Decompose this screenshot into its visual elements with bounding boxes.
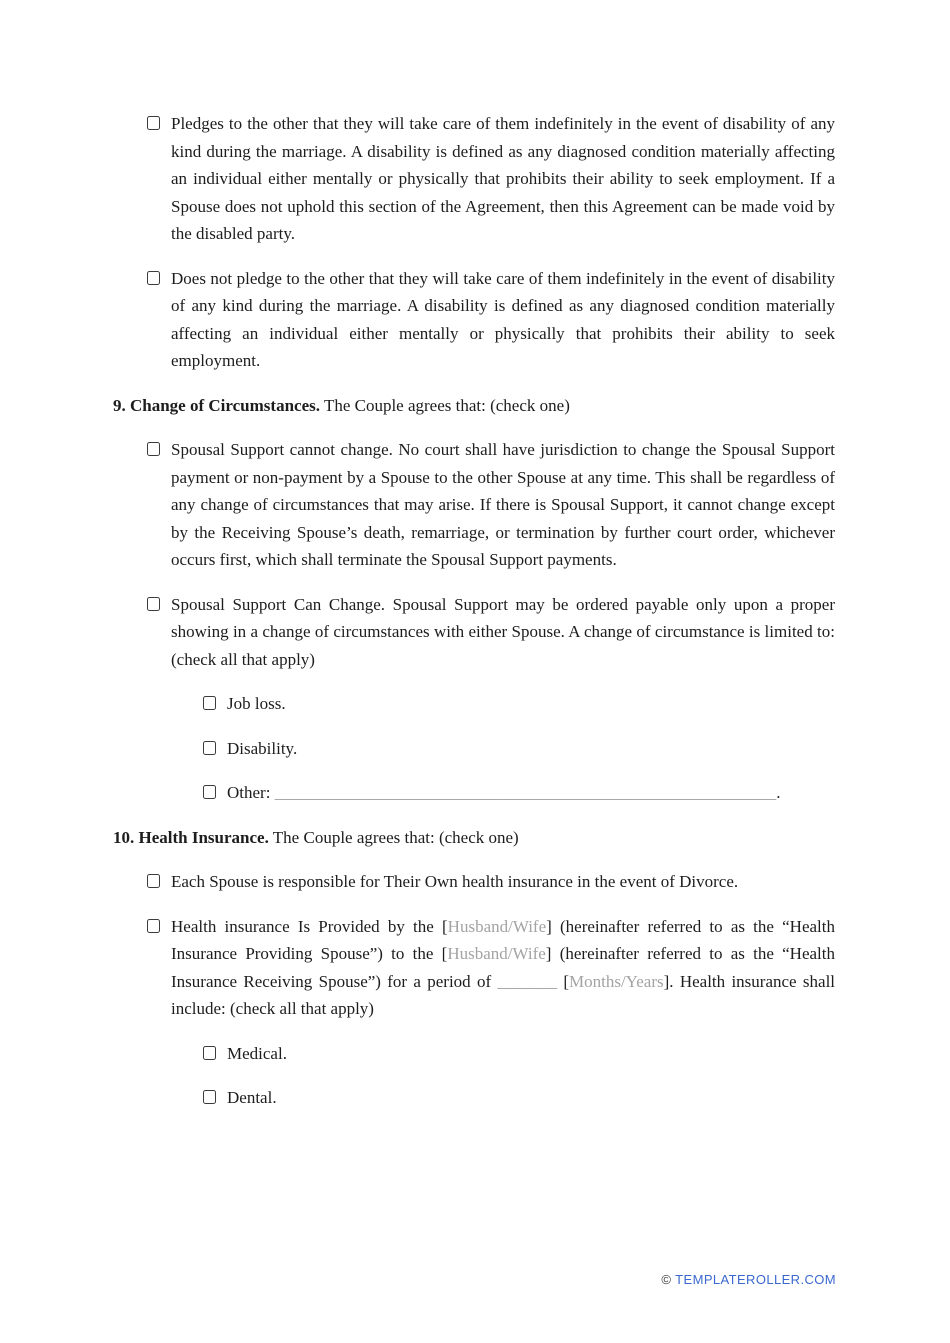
other-period: . bbox=[776, 783, 781, 802]
pledge-care-text: Pledges to the other that they will take care of them indefinitely in the event of disability of any kind during the marriage. A disability is defined as any diagnosed condition materially affecting an individual either mentally or physically that prohibits their ability to seek employment. If a Spouse does not uphold this section of the Agreement, then this Agreement can be made void by the disabled party. bbox=[171, 114, 835, 243]
insurance-provided-seg-1: Health insurance Is Provided by the [ bbox=[171, 916, 448, 936]
insurance-provided-seg-4: [ bbox=[563, 971, 569, 991]
support-can-change-option bbox=[113, 591, 835, 674]
own-insurance-checkbox[interactable] bbox=[147, 874, 160, 888]
insurance-provided-checkbox[interactable] bbox=[147, 919, 160, 933]
insurance-provided-option bbox=[113, 913, 835, 1023]
period-blank-field[interactable]: _______ bbox=[497, 971, 557, 991]
footer bbox=[661, 1272, 836, 1287]
section-10-instruction: The Couple agrees that: (check one) bbox=[272, 827, 519, 847]
job-loss-checkbox[interactable] bbox=[203, 696, 216, 710]
disability-label: Disability. bbox=[227, 738, 298, 758]
dental-label: Dental. bbox=[227, 1088, 277, 1107]
disability-checkbox[interactable] bbox=[203, 741, 216, 755]
support-cannot-change-checkbox[interactable] bbox=[147, 442, 160, 456]
no-pledge-care-option bbox=[113, 265, 835, 375]
other-option bbox=[113, 779, 835, 807]
job-loss-label: Job loss. bbox=[227, 694, 286, 713]
own-insurance-option bbox=[113, 868, 835, 896]
medical-label: Medical. bbox=[227, 1043, 287, 1063]
section-10-title: 10. Health Insurance. bbox=[113, 827, 269, 847]
templateroller-link[interactable]: TEMPLATEROLLER.COM bbox=[675, 1272, 836, 1287]
pledge-care-option bbox=[113, 110, 835, 248]
dental-option bbox=[113, 1084, 835, 1112]
no-pledge-care-text: Does not pledge to the other that they will take care of them indefinitely in the event of disability of any kind during the marriage. A disability is defined as any diagnosed condition materially affecting an individual either mentally or physically that prohibits their ability to seek employment. bbox=[171, 268, 835, 370]
own-insurance-text: Each Spouse is responsible for Their Own health insurance in the event of Divorce. bbox=[171, 872, 739, 891]
disability-option bbox=[113, 735, 835, 763]
insurance-provided-seg-2: ] (hereinafter referred to as the “Health Insurance Providing Spouse”) to the [ bbox=[171, 916, 835, 963]
medical-checkbox[interactable] bbox=[203, 1046, 216, 1060]
dental-checkbox[interactable] bbox=[203, 1090, 216, 1104]
support-can-change-text: Spousal Support Can Change. Spousal Support may be ordered payable only upon a proper showing in a change of circumstances with either Spouse. A change of circumstance is limited to: (check all that apply) bbox=[171, 594, 835, 669]
husband-wife-placeholder-2: Husband/Wife bbox=[447, 944, 546, 963]
document-body bbox=[113, 110, 835, 1129]
insurance-provided-seg-5: ]. Health insurance shall include: (check all that apply) bbox=[171, 971, 836, 1018]
section-10-heading bbox=[113, 824, 835, 852]
insurance-provided-seg-3: ] (hereinafter referred to as the “Health Insurance Receiving Spouse”) for a period of bbox=[171, 944, 835, 991]
pledge-care-checkbox[interactable] bbox=[147, 116, 160, 130]
support-can-change-checkbox[interactable] bbox=[147, 597, 160, 611]
other-line bbox=[227, 779, 835, 807]
section-9-heading bbox=[113, 392, 835, 420]
other-checkbox[interactable] bbox=[203, 785, 216, 799]
support-cannot-change-text: Spousal Support cannot change. No court shall have jurisdiction to change the Spousal Support payment or non-payment by a Spouse to the other Spouse at any time. This shall be regardless of any change of circumstances that may arise. If there is Spousal Support, it cannot change except by the Receiving Spouse’s death, remarriage, or termination by further court order, whichever occurs first, which shall terminate the Spousal Support payments. bbox=[171, 440, 835, 569]
insurance-provided-text bbox=[171, 913, 835, 1023]
job-loss-option bbox=[113, 690, 835, 718]
husband-wife-placeholder-1: Husband/Wife bbox=[447, 916, 547, 936]
section-9-title: 9. Change of Circumstances. bbox=[113, 395, 320, 415]
medical-option bbox=[113, 1040, 835, 1068]
no-pledge-care-checkbox[interactable] bbox=[147, 271, 160, 285]
support-cannot-change-option bbox=[113, 436, 835, 574]
other-label: Other: bbox=[227, 783, 271, 802]
other-blank-field[interactable]: ___________________________________________________________ bbox=[274, 783, 777, 802]
copyright-symbol: © bbox=[661, 1272, 672, 1287]
section-9-instruction: The Couple agrees that: (check one) bbox=[323, 395, 570, 415]
months-years-placeholder: Months/Years bbox=[568, 971, 664, 991]
